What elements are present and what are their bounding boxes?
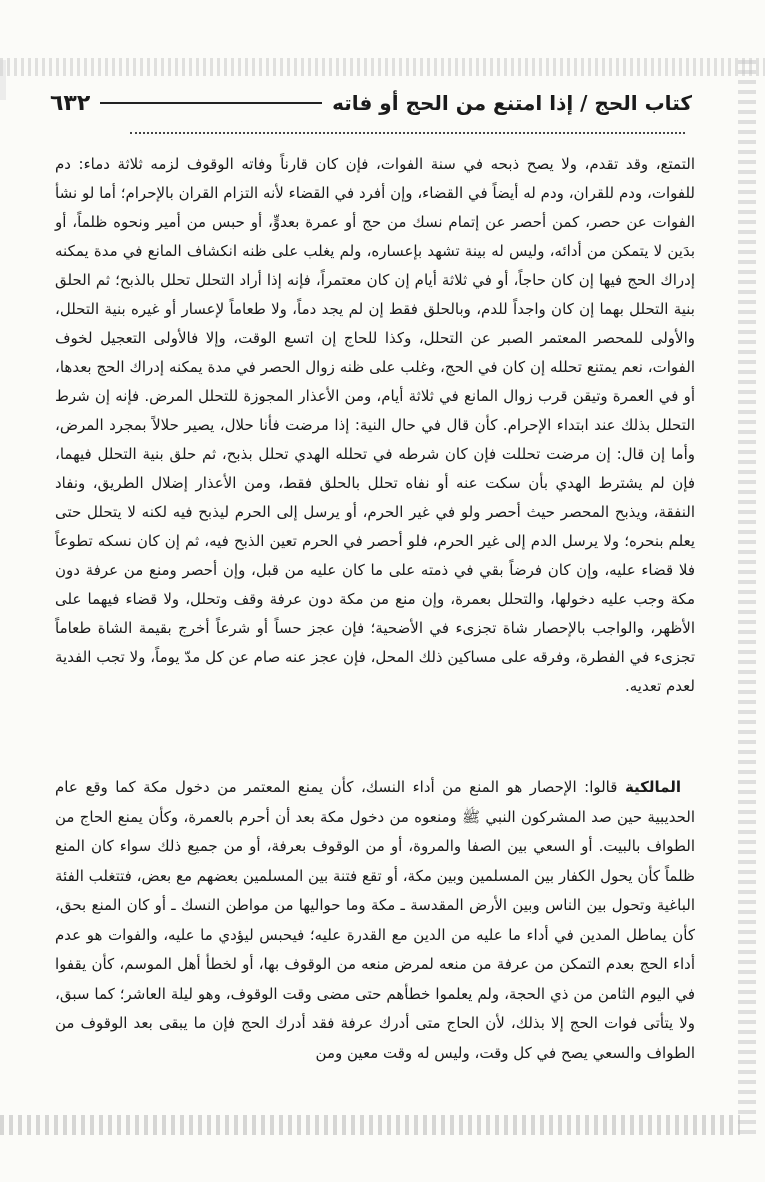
top-ornament-border bbox=[0, 58, 765, 76]
paragraph-2-text: قالوا: الإحصار هو المنع من أداء النسك، كأن يمنع المعتمر من دخول مكة كما وقع عام الحديبية حين صد المشركون النبي ﷺ ومنعوه من دخول مكة بعد أن أحرم بالعمرة، وكأن يمنع الحاج من الطواف بالبيت. أو السعي بين الصفا والمروة، أو من الوقوف بعرفة، أو من جميع ذلك سواء كان المنع ظلماً كأن يحول الكفار بين المسلمين وبين مكة، أو تقع فتنة بين المسلمين بعضهم مع بعض، فتتغلب الفئة الباغية وتحول بين الناس وبين الأرض المقدسة ـ مكة وما حواليها من مواطن النسك ـ أو كان المنع بحق، كأن يماطل المدين في أداء ما عليه من الدين مع القدرة عليه؛ فيحبس ليؤدي ما عليه، والفوات هو عدم أداء الحج بعدم التمكن من عرفة من منعه لمرض منعه من الوقوف بها، أو لخطأ أهل الموسم، كأن يقفوا في اليوم الثامن من ذي الحجة، ولم يعلموا خطأهم حتى مضى وقت الوقوف، وهو ليلة العاشر؛ كما سبق، ولا يتأتى فوات الحج إلا بذلك، لأن الحاج متى أدرك عرفة فقد أدرك الحج فإن ما يبقى بعد الوقوف من الطواف والسعي يصح في كل وقت، وليس له وقت معين ومن bbox=[55, 778, 695, 1062]
header-dotted-rule bbox=[130, 132, 685, 134]
paragraph-1: التمتع، وقد تقدم، ولا يصح ذبحه في سنة الفوات، فإن كان قارناً وفاته الوقوف لزمه ثلاثة دماء: دم للفوات، ودم للقران، ودم له أيضاً في القضاء، وإن أفرد في القضاء لأنه التزام القران بالإحرام؛ أما لو نشأ الفوات عن حصر، كمن أحصر عن إتمام نسك من حج أو عمرة بعدوٍّ، أو حبس من أمير ونحوه ظلماً، أو بدَين لا يتمكن من أدائه، وليس له بينة تشهد بإعساره، ولم يغلب على ظنه انكشاف المانع في مدة يمكنه إدراك الحج فيها إن كان حاجاً، أو في ثلاثة أيام إن كان معتمراً، فإنه إذا أراد التحلل تحلل بالذبح؛ ثم الحلق بنية التحلل بهما إن كان واجداً للدم، وبالحلق فقط إن لم يجد دماً، ولا طعاماً لإعسار أو غيره بنية التحلل، والأولى للمحصر المعتمر الصبر عن التحلل، وكذا للحاج إن اتسع الوقت، وإلا فالأولى التعجيل لخوف الفوات، نعم يمتنع تحلله إن كان في الحج، وغلب على ظنه زوال الحصر في مدة يمكنه إدراك الحج بعدها، أو في العمرة وتيقن قرب زوال المانع في ثلاثة أيام، ومن الأعذار المجوزة للتحلل المرض. فإنه إن شرط التحلل بذلك عند ابتداء الإحرام. كأن قال في حال النية: إذا مرضت فأنا حلال، يصير حلالاً بمجرد المرض، وأما إن قال: إن مرضت تحللت فإن كان شرطه في تحلله الهدي تحلل بذبح، ثم حلق بنية التحلل فيهما، فإن لم يشترط الهدي بأن سكت عنه أو نفاه تحلل بالحلق فقط، ومن الأعذار إضلال الطريق، ونفاد النفقة، ويذبح المحصر حيث أحصر ولو في غير الحرم، أو يرسل إلى الحرم ليذبح فيه لكنه لا يتحلل حتى يعلم بنحره؛ ولا يرسل الدم إلى غير الحرم، فلو أحصر في الحرم تعين الذبح فيه، ثم إن كان نسكه تطوعاً فلا قضاء عليه، وإن كان فرضاً بقي في ذمته على ما كان عليه من قبل، وإن أحصر ومنع من عرفة دون مكة وجب عليه دخولها، والتحلل بعمرة، وإن منع من مكة دون عرفة وقف وتحلل، ولا قضاء فيهما على الأظهر، والواجب بالإحصار شاة تجزىء في الأضحية؛ فإن عجز حساً أو شرعاً أخرج بقيمة الشاة طعاماً تجزىء في الفطرة، وفرقه على مساكين ذلك المحل، فإن عجز عنه صام عن كل مدّ يوماً، ولا تجب الفدية لعدم تعديه. bbox=[55, 155, 695, 695]
paragraph-2-lead: المالكية bbox=[624, 778, 681, 796]
running-title: كتاب الحج / إذا امتنع من الحج أو فاته bbox=[332, 91, 692, 115]
left-ornament-border bbox=[0, 60, 6, 100]
header-rule bbox=[100, 102, 322, 104]
paragraph-2 bbox=[55, 773, 695, 1068]
page-header bbox=[42, 88, 692, 118]
page-number: ٦٣٢ bbox=[50, 90, 91, 116]
bottom-ornament-border bbox=[0, 1115, 740, 1135]
right-ornament-border bbox=[738, 60, 756, 1135]
